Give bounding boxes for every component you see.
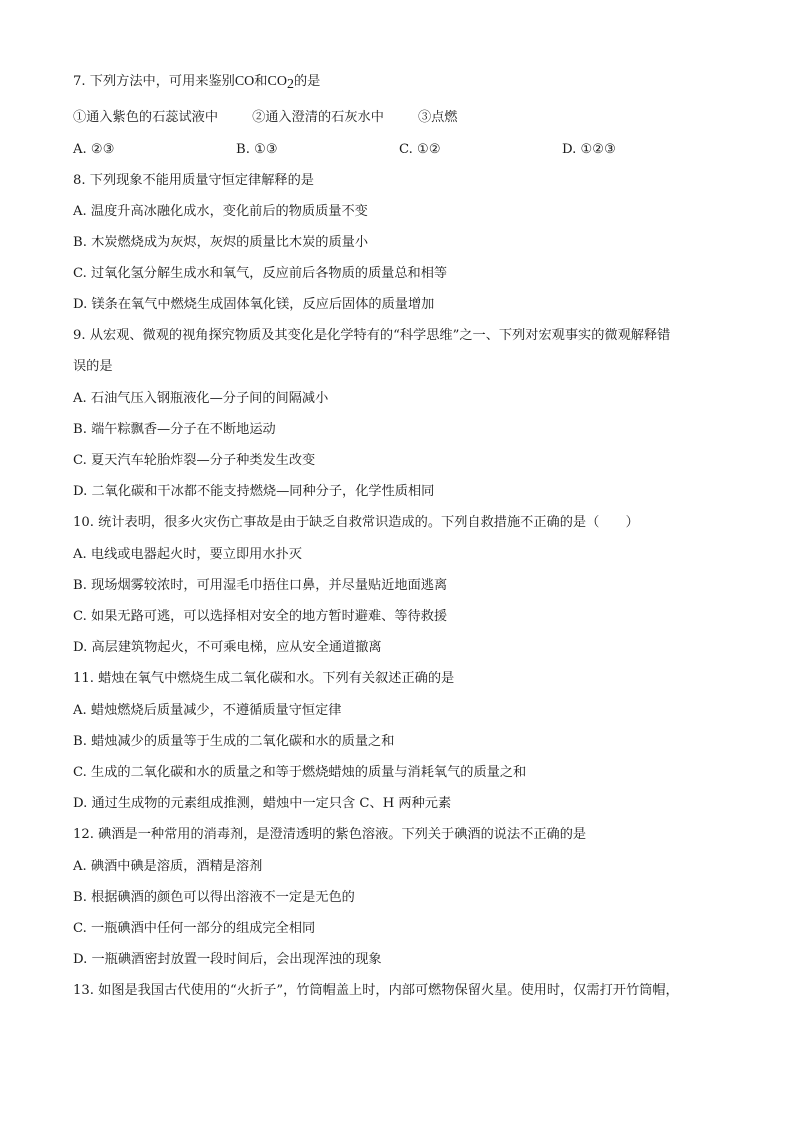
q10-option-b[interactable]: B. 现场烟雾较浓时，可用湿毛巾捂住口鼻，并尽量贴近地面逃离 bbox=[73, 578, 448, 593]
q7-method-3: ③点燃 bbox=[417, 110, 458, 125]
q9-option-b[interactable]: B. 端午粽飘香—分子在不断地运动 bbox=[73, 422, 276, 437]
q8-stem: 8. 下列现象不能用质量守恒定律解释的是 bbox=[73, 173, 314, 188]
q12-stem: 12. 碘酒是一种常用的消毒剂，是澄清透明的紫色溶液。下列关于碘酒的说法不正确的是 bbox=[73, 827, 587, 842]
q10-option-c[interactable]: C. 如果无路可逃，可以选择相对安全的地方暂时避难、等待救援 bbox=[73, 609, 448, 624]
q11-option-d[interactable]: D. 通过生成物的元素组成推测，蜡烛中一定只含 C、H 两种元素 bbox=[73, 796, 452, 811]
q8-option-a[interactable]: A. 温度升高冰融化成水，变化前后的物质质量不变 bbox=[73, 204, 368, 219]
q7-stem-prefix: 7. 下列方法中，可用来鉴别 bbox=[73, 74, 235, 89]
q9-option-a[interactable]: A. 石油气压入钢瓶液化—分子间的间隔减小 bbox=[73, 391, 329, 406]
q10-option-a[interactable]: A. 电线或电器起火时，要立即用水扑灭 bbox=[73, 547, 302, 562]
q7-and: 和 bbox=[254, 74, 268, 89]
q7-option-a[interactable]: A. ②③ bbox=[73, 142, 115, 157]
q11-option-c[interactable]: C. 生成的二氧化碳和水的质量之和等于燃烧蜡烛的质量与消耗氧气的质量之和 bbox=[73, 765, 527, 780]
q12-option-d[interactable]: D. 一瓶碘酒密封放置一段时间后，会出现浑浊的现象 bbox=[73, 952, 382, 967]
formula-co2: CO bbox=[267, 74, 287, 89]
q7-option-c[interactable]: C. ①② bbox=[399, 142, 441, 157]
q11-stem: 11. 蜡烛在氧气中燃烧生成二氧化碳和水。下列有关叙述正确的是 bbox=[73, 671, 455, 686]
q9-stem-line2: 误的是 bbox=[73, 359, 113, 374]
q7-option-d[interactable]: D. ①②③ bbox=[562, 142, 616, 157]
q7-option-b[interactable]: B. ①③ bbox=[236, 142, 278, 157]
q13-stem: 13. 如图是我国古代使用的“火折子”，竹筒帽盖上时，内部可燃物保留火星。使用时，仅需打开竹筒帽， bbox=[73, 983, 679, 998]
formula-co2-subscript: 2 bbox=[286, 77, 294, 92]
q8-option-b[interactable]: B. 木炭燃烧成为灰烬，灰烬的质量比木炭的质量小 bbox=[73, 235, 369, 250]
q12-option-a[interactable]: A. 碘酒中碘是溶质，酒精是溶剂 bbox=[73, 859, 263, 874]
q10-option-d[interactable]: D. 高层建筑物起火，不可乘电梯，应从安全通道撤离 bbox=[73, 640, 382, 655]
q8-option-d[interactable]: D. 镁条在氧气中燃烧生成固体氧化镁，反应后固体的质量增加 bbox=[73, 297, 435, 312]
q9-option-c[interactable]: C. 夏天汽车轮胎炸裂—分子种类发生改变 bbox=[73, 453, 316, 468]
q7-method-2: ②通入澄清的石灰水中 bbox=[252, 110, 384, 125]
q12-option-c[interactable]: C. 一瓶碘酒中任何一部分的组成完全相同 bbox=[73, 921, 316, 936]
q7-stem bbox=[73, 73, 734, 91]
q8-option-c[interactable]: C. 过氧化氢分解生成水和氧气，反应前后各物质的质量总和相等 bbox=[73, 266, 448, 281]
q11-option-b[interactable]: B. 蜡烛减少的质量等于生成的二氧化碳和水的质量之和 bbox=[73, 734, 395, 749]
formula-co: CO bbox=[234, 74, 255, 89]
q9-stem-line1: 9. 从宏观、微观的视角探究物质及其变化是化学特有的“科学思维”之一、下列对宏观事实的微观解释错 bbox=[73, 328, 671, 343]
q9-option-d[interactable]: D. 二氧化碳和干冰都不能支持燃烧—同种分子，化学性质相同 bbox=[73, 484, 435, 499]
q11-option-a[interactable]: A. 蜡烛燃烧后质量减少，不遵循质量守恒定律 bbox=[73, 703, 342, 718]
q10-stem: 10. 统计表明，很多火灾伤亡事故是由于缺乏自救常识造成的。下列自救措施不正确的是（ ） bbox=[73, 515, 639, 530]
q7-method-1: ①通入紫色的石蕊试液中 bbox=[73, 110, 219, 125]
q12-option-b[interactable]: B. 根据碘酒的颜色可以得出溶液不一定是无色的 bbox=[73, 890, 355, 905]
q7-options bbox=[73, 141, 734, 159]
q7-methods bbox=[73, 109, 734, 127]
q7-stem-suffix: 的是 bbox=[293, 74, 321, 89]
